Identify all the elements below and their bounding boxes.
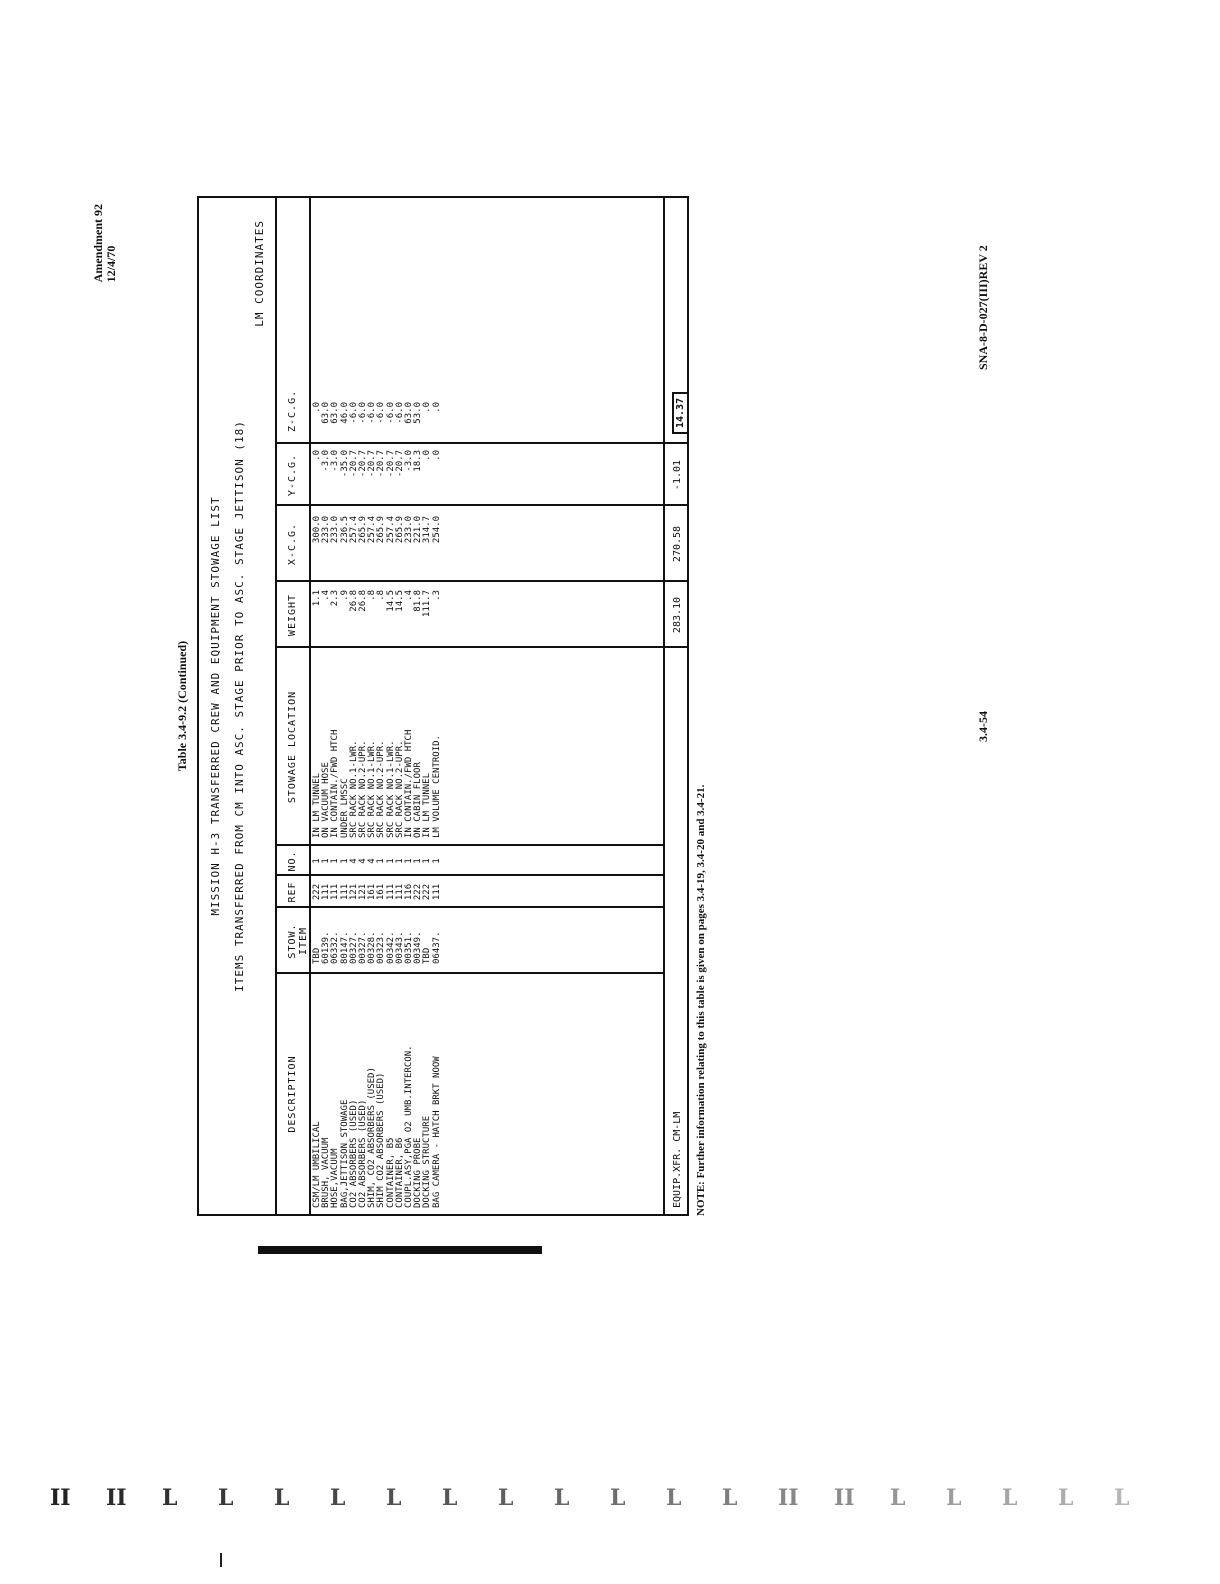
cell-z-cg: -6.0 [385,402,396,424]
film-mark: L [498,1485,514,1511]
cell-z-cg: .0 [422,402,433,413]
col-z-cg: Z-C.G. [287,389,298,432]
cell-no: 1 [385,858,396,864]
cell-z-cg: 63.0 [321,402,332,424]
cell-stow-item: 00351. [404,931,414,964]
table-row [368,198,377,1214]
header-row [275,198,311,1214]
cell-weight: .4 [321,590,332,601]
cell-location: SRC RACK NO.1-LWR. [367,740,378,838]
table-row [414,198,423,1214]
cell-z-cg: -6.0 [376,402,387,424]
cell-weight: 14.5 [394,590,405,612]
cell-description: BRUSH, VACUUM [321,1137,332,1208]
cell-description: CONTAINER, B5 [385,1137,396,1208]
cell-location: SRC RACK NO.2-UPR. [394,740,405,838]
cell-ref: 121 [358,883,368,901]
cell-location: SRC RACK NO.2-UPR. [358,740,368,838]
table-row [341,198,350,1214]
col-stow-item: STOW. ITEM [287,923,309,959]
film-mark: II [778,1485,799,1511]
total-z-cg: 14.37 [672,392,689,434]
cell-z-cg: -6.0 [358,402,368,424]
cell-x-cg: 233.0 [321,516,332,544]
cell-location: UNDER LMSSC [339,778,350,838]
cell-ref: 222 [413,883,424,901]
cell-description: DOCKING PROBE [413,1137,424,1208]
cell-ref: 222 [422,883,433,901]
cell-stow-item: 00328. [367,931,378,964]
cell-stow-item: 00327. [358,931,368,964]
film-mark: L [330,1485,346,1511]
cell-weight: 111.7 [422,590,433,618]
cell-description: HOSE,VACUUM [330,1148,341,1208]
cell-x-cg: 257.4 [367,516,378,544]
table-subtitle: ITEMS TRANSFERRED FROM CM INTO ASC. STAGE PRIOR TO ASC. STAGE JETTISON (18) [233,420,246,992]
cell-stow-item: 00327. [348,931,359,964]
cell-y-cg: -20.7 [367,450,378,478]
cell-stow-item: 06437. [431,931,442,964]
film-mark: II [50,1485,71,1511]
cell-y-cg: -20.7 [358,450,368,478]
cell-y-cg: -20.7 [394,450,405,478]
total-y-cg: -1.01 [672,459,683,491]
cell-description: COUPL.ASY,PGA O2 UMB.INTERCON. [404,1045,414,1208]
page-number: 3.4-54 [976,711,990,742]
cell-z-cg: .0 [312,402,322,413]
cell-stow-item: 00349. [413,931,424,964]
cell-y-cg: -3.0 [321,450,332,472]
cell-z-cg: 63.0 [330,402,341,424]
table-row [377,198,386,1214]
cell-ref: 222 [312,883,322,901]
cell-ref: 111 [321,883,332,901]
film-mark: L [890,1485,906,1511]
col-y-cg: Y-C.G. [287,453,298,497]
cell-ref: 111 [385,883,396,901]
cell-x-cg: 221.0 [413,516,424,544]
cell-y-cg: .0 [422,450,433,461]
cell-stow-item: 00342. [385,931,396,964]
cell-y-cg: 18.3 [413,450,424,472]
cell-z-cg: 53.0 [413,402,424,424]
cell-z-cg: .0 [431,402,442,413]
cell-z-cg: -6.0 [367,402,378,424]
cell-location: IN LM TUNNEL [312,772,322,838]
table-title: MISSION H-3 TRANSFERRED CREW AND EQUIPMENT STOWAGE LIST [209,496,222,916]
col-description: DESCRIPTION [287,1055,298,1133]
cell-no: 1 [404,858,414,864]
cell-description: CO2 ABSORBERS (USED) [348,1099,359,1208]
film-mark: L [274,1485,290,1511]
cell-description: CONTAINER, B6 [394,1137,405,1208]
cell-description: BAG,JETTISON STOWAGE [339,1099,350,1208]
cell-location: ON VACUUM HOSE [321,762,332,838]
cell-ref: 111 [394,883,405,901]
col-weight: WEIGHT [287,593,298,637]
cell-stow-item: TBD [422,947,433,964]
film-mark: L [722,1485,738,1511]
cell-z-cg: 46.0 [339,402,350,424]
film-mark: L [946,1485,962,1511]
cell-x-cg: 236.5 [339,516,350,544]
cell-x-cg: 233.0 [330,516,341,544]
film-mark: L [610,1485,626,1511]
col-no: NO. [287,850,298,872]
table-row [433,198,442,1214]
film-mark: II [834,1485,855,1511]
cell-y-cg: -35.0 [339,450,350,478]
cell-x-cg: 233.0 [404,516,414,544]
cell-description: BAG CAMERA - HATCH BRKT NOOW [431,1056,442,1208]
cell-description: SHIM CO2 ABSORBERS (USED) [376,1072,387,1208]
film-mark: L [1058,1485,1074,1511]
film-mark: L [386,1485,402,1511]
cell-location: SRC RACK NO.1-LWR. [348,740,359,838]
cell-location: IN CONTAIN./FWD HTCH [404,729,414,838]
cell-z-cg: -6.0 [394,402,405,424]
cell-y-cg: .0 [431,450,442,461]
cell-no: 4 [348,858,359,864]
stowage-table [197,196,689,1216]
film-mark: L [442,1485,458,1511]
cell-weight: .3 [431,590,442,601]
cell-weight: 26.8 [358,590,368,612]
film-mark: L [1114,1485,1130,1511]
film-mark: L [666,1485,682,1511]
table-row [331,198,340,1214]
film-mark: L [1002,1485,1018,1511]
table-row [322,198,331,1214]
edge-tick [220,1553,222,1567]
cell-stow-item: TBD [312,947,322,964]
cell-x-cg: 265.9 [394,516,405,544]
cell-location: SRC RACK NO.2-UPR. [376,740,387,838]
table-row [359,198,368,1214]
cell-y-cg: -3.0 [404,450,414,472]
film-mark: L [162,1485,178,1511]
cell-stow-item: 80147. [339,931,350,964]
cell-z-cg: -6.0 [348,402,359,424]
cell-weight: .9 [339,590,350,601]
table-note: NOTE: Further information relating to this table is given on pages 3.4-19, 3.4-20 and 3.4-21. [695,784,707,1216]
cell-no: 1 [394,858,405,864]
col-ref: REF [287,881,298,903]
film-edge-marks [50,1486,1160,1514]
cell-weight: .8 [376,590,387,601]
total-weight: 283.10 [672,596,683,634]
cell-no: 1 [431,858,442,864]
redaction-bar [258,1246,542,1254]
cell-stow-item: 60139. [321,931,332,964]
cell-x-cg: 265.9 [376,516,387,544]
film-mark: L [218,1485,234,1511]
amendment-number: Amendment 92 [91,204,105,283]
cell-ref: 111 [339,883,350,901]
cell-x-cg: 300.0 [312,516,322,544]
film-mark: L [554,1485,570,1511]
cell-ref: 111 [330,883,341,901]
cell-z-cg: 63.0 [404,402,414,424]
cell-stow-item: 06332. [330,931,341,964]
cell-weight: 26.8 [348,590,359,612]
lm-coordinates-heading: LM COORDINATES [253,220,266,327]
cell-weight: 1.1 [312,590,322,607]
cell-y-cg: -20.7 [385,450,396,478]
total-label: EQUIP.XFR. CM-LM [672,1111,683,1208]
cell-location: ON CABIN FLOOR [413,762,424,838]
cell-stow-item: 00343. [394,931,405,964]
cell-no: 1 [413,858,424,864]
cell-no: 1 [321,858,332,864]
cell-no: 4 [358,858,368,864]
cell-weight: .8 [367,590,378,601]
cell-y-cg: .0 [312,450,322,461]
table-grid [275,198,689,1214]
cell-x-cg: 257.4 [385,516,396,544]
cell-description: DOCKING STRUCTURE [422,1115,433,1208]
cell-location: IN LM TUNNEL [422,772,433,838]
cell-description: CO2 ABSORBERS (USED) [358,1099,368,1208]
cell-ref: 161 [376,883,387,901]
cell-x-cg: 257.4 [348,516,359,544]
cell-y-cg: -20.7 [376,450,387,478]
cell-no: 1 [376,858,387,864]
amendment-date: 12/4/70 [104,245,118,283]
cell-no: 1 [339,858,350,864]
table-row [350,198,359,1214]
cell-x-cg: 265.9 [358,516,368,544]
document-id: SNA-8-D-027(III)REV 2 [976,245,990,370]
cell-x-cg: 314.7 [422,516,433,544]
total-row [663,198,689,1214]
rotated-table-page [175,196,705,1216]
cell-y-cg: -3.0 [330,450,341,472]
table-row [387,198,396,1214]
cell-weight: 14.5 [385,590,396,612]
cell-weight: 81.8 [413,590,424,612]
cell-location: IN CONTAIN./FWD HTCH [330,729,341,838]
cell-no: 1 [330,858,341,864]
table-row [405,198,414,1214]
cell-location: SRC RACK NO.1-LWR. [385,740,396,838]
cell-location: LM VOLUME CENTROID. [431,735,442,838]
col-stowage-location: STOWAGE LOCATION [287,690,298,804]
cell-ref: 161 [367,883,378,901]
cell-description: CSM/LM UMBILICAL [312,1121,322,1208]
film-mark: II [106,1485,127,1511]
cell-description: SHIM, CO2 ABSORBERS (USED) [367,1067,378,1208]
cell-stow-item: 00323. [376,931,387,964]
cell-ref: 121 [348,883,359,901]
cell-no: 1 [422,858,433,864]
cell-y-cg: -20.7 [348,450,359,478]
cell-ref: 111 [431,883,442,901]
total-x-cg: 270.58 [672,525,683,563]
col-x-cg: X-C.G. [287,522,298,566]
amendment-header [92,204,118,282]
cell-no: 4 [367,858,378,864]
cell-no: 1 [312,858,322,864]
table-caption: Table 3.4-9.2 (Continued) [175,640,189,772]
cell-weight: .4 [404,590,414,601]
cell-weight: 2.3 [330,590,341,607]
cell-ref: 116 [404,883,414,901]
table-row [313,198,322,1214]
cell-x-cg: 254.0 [431,516,442,544]
